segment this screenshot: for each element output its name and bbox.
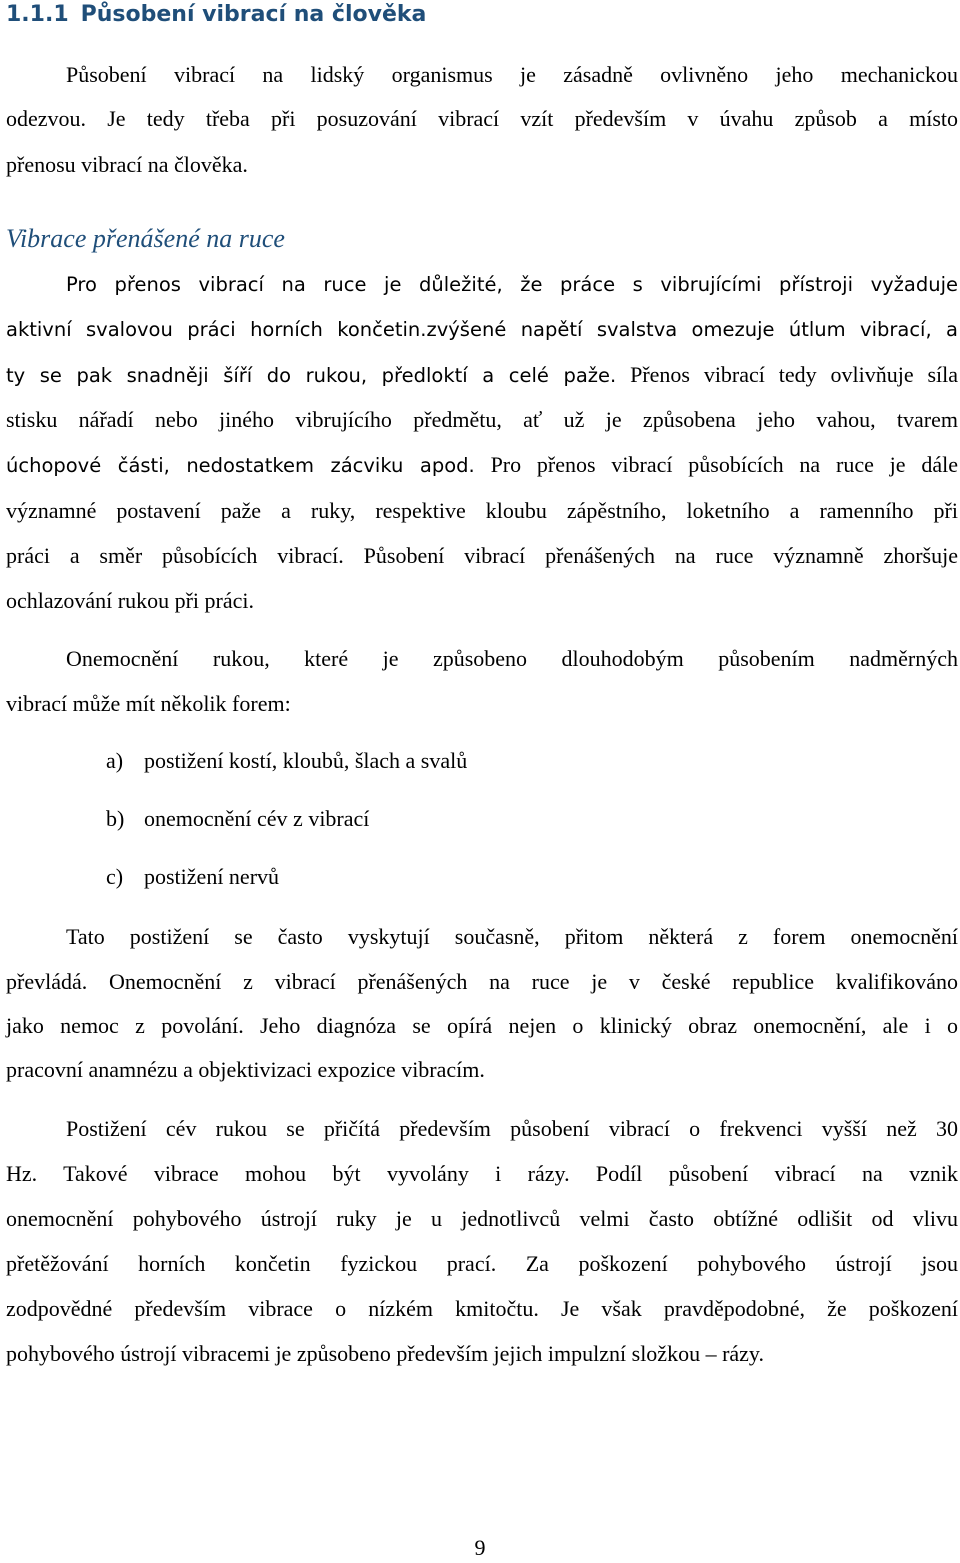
paragraph-1-line: odezvou. Je tedy třeba při posuzování vibrací vzít především v úvahu způsob a místo — [6, 106, 958, 131]
paragraph-2-segment: Přenos vibrací tedy ovlivňuje síla — [630, 362, 959, 387]
list-item-text: onemocnění cév z vibrací — [144, 806, 370, 831]
section-title: Působení vibrací na člověka — [80, 2, 427, 27]
paragraph-4-line: Tato postižení se často vyskytují současně, přitom některá z forem onemocnění — [66, 924, 958, 949]
list-item — [106, 746, 467, 776]
paragraph-2-line — [6, 450, 958, 481]
paragraph-5-line: Hz. Takové vibrace mohou být vyvolány i rázy. Podíl působení vibrací na vznik — [6, 1161, 958, 1186]
paragraph-2-segment: ty se pak snadněji šíří do rukou, předloktí a celé paže. — [6, 364, 617, 387]
list-item — [106, 862, 279, 892]
paragraph-3-line: vibrací může mít několik forem: — [6, 691, 291, 716]
section-heading — [6, 0, 426, 30]
paragraph-5-line: Postižení cév rukou se přičítá především působení vibrací o frekvenci vyšší než 30 — [66, 1116, 958, 1141]
paragraph-4-line: pracovní anamnézu a objektivizaci expozice vibracím. — [6, 1057, 485, 1082]
paragraph-1-line: přenosu vibrací na člověka. — [6, 152, 248, 177]
list-item-text: postižení kostí, kloubů, šlach a svalů — [144, 748, 468, 773]
list-marker: c) — [106, 864, 124, 889]
list-item — [106, 804, 369, 834]
page-number: 9 — [474, 1535, 486, 1560]
paragraph-2-line: stisku nářadí nebo jiného vibrujícího předmětu, ať už je způsobena jeho vahou, tvarem — [6, 407, 958, 432]
paragraph-3-line: Onemocnění rukou, které je způsobeno dlouhodobým působením nadměrných — [66, 646, 958, 671]
section-number: 1.1.1 — [6, 2, 69, 27]
paragraph-2-segment: úchopové části, nedostatkem zácviku apod. — [6, 454, 475, 477]
paragraph-5-line: pohybového ústrojí vibracemi je způsobeno především jejich impulzní složkou – rázy. — [6, 1341, 765, 1366]
paragraph-2-line: Pro přenos vibrací na ruce je důležité, že práce s vibrujícími přístroji vyžaduje — [66, 273, 958, 296]
paragraph-5-line: onemocnění pohybového ústrojí ruky je u jednotlivců velmi často obtížné odlišit od vlivu — [6, 1206, 958, 1231]
paragraph-2-line — [6, 360, 958, 391]
paragraph-2-line: ochlazování rukou při práci. — [6, 588, 255, 613]
paragraph-5-line: zodpovědné především vibrace o nízkém kmitočtu. Je však pravděpodobné, že poškození — [6, 1296, 958, 1321]
subsection-heading: Vibrace přenášené na ruce — [6, 224, 285, 253]
paragraph-2-segment: Pro přenos vibrací působících na ruce je dále — [490, 452, 958, 477]
paragraph-2-segment: práci a směr působících vibrací. — [6, 543, 344, 568]
paragraph-2-segment: Působení vibrací přenášených na ruce významně zhoršuje — [363, 543, 959, 568]
paragraph-2-line: významné postavení paže a ruky, respektive kloubu zápěstního, loketního a ramenního při — [6, 498, 958, 523]
paragraph-2-line — [6, 541, 958, 571]
paragraph-4-line: převládá. Onemocnění z vibrací přenášených na ruce je v české republice kvalifikováno — [6, 969, 958, 994]
paragraph-4-line: jako nemoc z povolání. Jeho diagnóza se opírá nejen o klinický obraz onemocnění, ale i o — [6, 1013, 958, 1038]
paragraph-5-line: přetěžování horních končetin fyzickou prací. Za poškození pohybového ústrojí jsou — [6, 1251, 958, 1276]
paragraph-1-line: Působení vibrací na lidský organismus je zásadně ovlivněno jeho mechanickou — [66, 62, 958, 87]
list-item-text: postižení nervů — [144, 864, 280, 889]
list-marker: b) — [106, 806, 125, 831]
paragraph-2-line: aktivní svalovou práci horních končetin.zvýšené napětí svalstva omezuje útlum vibrací, a — [6, 318, 958, 341]
list-marker: a) — [106, 748, 124, 773]
